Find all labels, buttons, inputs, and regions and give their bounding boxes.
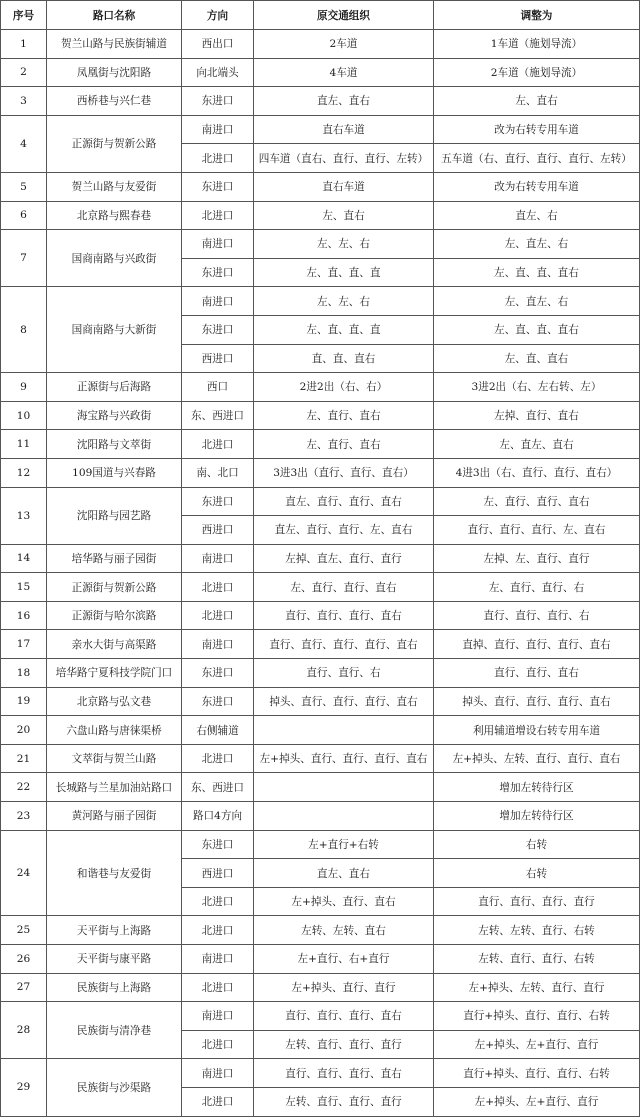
original-cell: 4车道 xyxy=(254,58,434,87)
direction-cell: 南进口 xyxy=(182,115,254,144)
direction-cell: 南进口 xyxy=(182,1059,254,1088)
original-cell: 直右车道 xyxy=(254,115,434,144)
intersection-name: 北京路与熙春巷 xyxy=(47,201,182,230)
adjusted-cell: 直行、直行、直右 xyxy=(434,659,640,688)
direction-cell: 北进口 xyxy=(182,887,254,916)
original-cell: 直行、直行、直行、直右 xyxy=(254,601,434,630)
adjusted-cell: 左、直、直、直右 xyxy=(434,315,640,344)
table-row xyxy=(1,487,640,516)
intersection-name: 黄河路与丽子园街 xyxy=(47,802,182,831)
adjusted-cell: 五车道（右、直行、直行、直行、左转） xyxy=(434,144,640,173)
adjusted-cell: 利用辅道增设右转专用车道 xyxy=(434,716,640,745)
direction-cell: 右侧辅道 xyxy=(182,716,254,745)
intersection-name: 沈阳路与文萃街 xyxy=(47,430,182,459)
row-number: 2 xyxy=(1,58,47,87)
adjusted-cell: 右转 xyxy=(434,830,640,859)
header-name: 路口名称 xyxy=(47,1,182,30)
original-cell: 直左、直右 xyxy=(254,87,434,116)
direction-cell: 北进口 xyxy=(182,973,254,1002)
original-cell: 左、直行、直行、直右 xyxy=(254,573,434,602)
adjusted-cell: 左、直左、右 xyxy=(434,287,640,316)
original-cell: 3进3出（直行、直行、直右） xyxy=(254,458,434,487)
direction-cell: 南、北口 xyxy=(182,458,254,487)
table-row xyxy=(1,630,640,659)
direction-cell: 南进口 xyxy=(182,544,254,573)
direction-cell: 东、西进口 xyxy=(182,401,254,430)
intersection-name: 贺兰山路与民族街辅道 xyxy=(47,30,182,59)
intersection-name: 和谐巷与友爱街 xyxy=(47,830,182,916)
table-row xyxy=(1,401,640,430)
adjusted-cell: 左+掉头、左+直行、直行 xyxy=(434,1087,640,1116)
table-row xyxy=(1,916,640,945)
intersection-name: 文萃街与贺兰山路 xyxy=(47,744,182,773)
row-number: 27 xyxy=(1,973,47,1002)
adjusted-cell: 直掉、直行、直行、直行、直右 xyxy=(434,630,640,659)
header-adjusted: 调整为 xyxy=(434,1,640,30)
adjusted-cell: 3进2出（右、左右转、左） xyxy=(434,373,640,402)
direction-cell: 北进口 xyxy=(182,1087,254,1116)
intersection-name: 北京路与弘文巷 xyxy=(47,687,182,716)
row-number: 25 xyxy=(1,916,47,945)
row-number: 21 xyxy=(1,744,47,773)
adjusted-cell: 左+掉头、左转、直行、直行 xyxy=(434,973,640,1002)
table-row xyxy=(1,744,640,773)
intersection-name: 109国道与兴春路 xyxy=(47,458,182,487)
original-cell: 左+掉头、直行、直右 xyxy=(254,887,434,916)
table-row xyxy=(1,230,640,259)
intersection-name: 六盘山路与唐徕渠桥 xyxy=(47,716,182,745)
direction-cell: 南进口 xyxy=(182,630,254,659)
row-number: 12 xyxy=(1,458,47,487)
adjusted-cell: 4进3出（右、直行、直行、直右） xyxy=(434,458,640,487)
table-row xyxy=(1,802,640,831)
original-cell: 直行、直行、直行、直行、直右 xyxy=(254,630,434,659)
original-cell: 2进2出（右、右） xyxy=(254,373,434,402)
direction-cell: 北进口 xyxy=(182,201,254,230)
direction-cell: 西出口 xyxy=(182,30,254,59)
adjusted-cell: 左、直、直右 xyxy=(434,344,640,373)
adjusted-cell: 1车道（施划导流） xyxy=(434,30,640,59)
row-number: 3 xyxy=(1,87,47,116)
row-number: 1 xyxy=(1,30,47,59)
original-cell: 左、直行、直右 xyxy=(254,401,434,430)
adjusted-cell: 增加左转待行区 xyxy=(434,773,640,802)
original-cell: 左、左、右 xyxy=(254,287,434,316)
original-cell: 直左、直行、直行、直右 xyxy=(254,487,434,516)
direction-cell: 西进口 xyxy=(182,859,254,888)
intersection-name: 天平街与康平路 xyxy=(47,945,182,974)
table-row xyxy=(1,716,640,745)
table-row xyxy=(1,573,640,602)
original-cell: 直行、直行、右 xyxy=(254,659,434,688)
original-cell: 直左、直行、直行、左、直右 xyxy=(254,516,434,545)
adjusted-cell: 直行+掉头、直行、直行、右转 xyxy=(434,1059,640,1088)
original-cell: 四车道（直右、直行、直行、左转） xyxy=(254,144,434,173)
adjusted-cell: 2车道（施划导流） xyxy=(434,58,640,87)
original-cell: 左转、直行、直行、直行 xyxy=(254,1030,434,1059)
original-cell: 直左、直右 xyxy=(254,859,434,888)
direction-cell: 南进口 xyxy=(182,230,254,259)
row-number: 24 xyxy=(1,830,47,916)
original-cell: 直右车道 xyxy=(254,172,434,201)
row-number: 8 xyxy=(1,287,47,373)
direction-cell: 南进口 xyxy=(182,1002,254,1031)
table-row xyxy=(1,172,640,201)
adjusted-cell: 改为右转专用车道 xyxy=(434,172,640,201)
adjusted-cell: 左、直左、右 xyxy=(434,230,640,259)
intersection-name: 正源街与贺新公路 xyxy=(47,115,182,172)
direction-cell: 北进口 xyxy=(182,1030,254,1059)
adjusted-cell: 左、直左、直右 xyxy=(434,430,640,459)
direction-cell: 北进口 xyxy=(182,744,254,773)
table-row xyxy=(1,30,640,59)
row-number: 9 xyxy=(1,373,47,402)
row-number: 11 xyxy=(1,430,47,459)
original-cell: 左掉、直左、直行、直行 xyxy=(254,544,434,573)
table-body xyxy=(1,30,640,1117)
intersection-name: 天平街与上海路 xyxy=(47,916,182,945)
direction-cell: 东进口 xyxy=(182,315,254,344)
direction-cell: 南进口 xyxy=(182,945,254,974)
intersection-name: 正源街与后海路 xyxy=(47,373,182,402)
intersection-name: 国商南路与兴政街 xyxy=(47,230,182,287)
header-original: 原交通组织 xyxy=(254,1,434,30)
direction-cell: 北进口 xyxy=(182,573,254,602)
original-cell: 左、直行、直右 xyxy=(254,430,434,459)
table-row xyxy=(1,87,640,116)
original-cell: 左、直右 xyxy=(254,201,434,230)
adjusted-cell: 直左、右 xyxy=(434,201,640,230)
adjusted-cell: 左、直、直、直右 xyxy=(434,258,640,287)
table-row xyxy=(1,1002,640,1031)
intersection-name: 正源街与贺新公路 xyxy=(47,573,182,602)
header-no: 序号 xyxy=(1,1,47,30)
adjusted-cell: 左掉、直行、直右 xyxy=(434,401,640,430)
direction-cell: 路口4方向 xyxy=(182,802,254,831)
original-cell: 左+直行、右+直行 xyxy=(254,945,434,974)
adjusted-cell: 左转、直行、直行、右转 xyxy=(434,945,640,974)
table-row xyxy=(1,601,640,630)
row-number: 13 xyxy=(1,487,47,544)
intersection-name: 贺兰山路与友爱街 xyxy=(47,172,182,201)
direction-cell: 西口 xyxy=(182,373,254,402)
original-cell: 左+掉头、直行、直行 xyxy=(254,973,434,1002)
table-row xyxy=(1,58,640,87)
table-row xyxy=(1,430,640,459)
table-row xyxy=(1,773,640,802)
original-cell: 左转、左转、直右 xyxy=(254,916,434,945)
direction-cell: 东进口 xyxy=(182,659,254,688)
table-row xyxy=(1,830,640,859)
direction-cell: 北进口 xyxy=(182,144,254,173)
adjusted-cell: 增加左转待行区 xyxy=(434,802,640,831)
original-cell: 左+直行+右转 xyxy=(254,830,434,859)
original-cell: 左、直、直、直 xyxy=(254,315,434,344)
direction-cell: 西进口 xyxy=(182,344,254,373)
adjusted-cell: 左掉、左、直行、直行 xyxy=(434,544,640,573)
intersection-name: 凤凰街与沈阳路 xyxy=(47,58,182,87)
direction-cell: 东进口 xyxy=(182,258,254,287)
table-row xyxy=(1,201,640,230)
table-row xyxy=(1,945,640,974)
row-number: 6 xyxy=(1,201,47,230)
intersection-name: 民族街与沙渠路 xyxy=(47,1059,182,1116)
table-row xyxy=(1,659,640,688)
adjusted-cell: 左、直行、直行、直右 xyxy=(434,487,640,516)
table-row xyxy=(1,115,640,144)
row-number: 19 xyxy=(1,687,47,716)
intersection-name: 海宝路与兴政街 xyxy=(47,401,182,430)
table-row xyxy=(1,458,640,487)
direction-cell: 南进口 xyxy=(182,287,254,316)
adjusted-cell: 直行+掉头、直行、直行、右转 xyxy=(434,1002,640,1031)
direction-cell: 向北端头 xyxy=(182,58,254,87)
original-cell: 2车道 xyxy=(254,30,434,59)
row-number: 20 xyxy=(1,716,47,745)
adjusted-cell: 左、直右 xyxy=(434,87,640,116)
direction-cell: 北进口 xyxy=(182,430,254,459)
adjusted-cell: 直行、直行、直行、左、直右 xyxy=(434,516,640,545)
row-number: 5 xyxy=(1,172,47,201)
row-number: 17 xyxy=(1,630,47,659)
direction-cell: 北进口 xyxy=(182,601,254,630)
adjusted-cell: 直行、直行、直行、右 xyxy=(434,601,640,630)
intersection-name: 国商南路与大新街 xyxy=(47,287,182,373)
original-cell: 掉头、直行、直行、直行、直右 xyxy=(254,687,434,716)
row-number: 16 xyxy=(1,601,47,630)
original-cell xyxy=(254,802,434,831)
row-number: 29 xyxy=(1,1059,47,1116)
adjusted-cell: 直行、直行、直行、直行 xyxy=(434,887,640,916)
direction-cell: 东进口 xyxy=(182,172,254,201)
direction-cell: 东进口 xyxy=(182,487,254,516)
original-cell: 直行、直行、直行、直右 xyxy=(254,1002,434,1031)
original-cell: 左+掉头、直行、直行、直行、直右 xyxy=(254,744,434,773)
intersection-name: 培华路与丽子园街 xyxy=(47,544,182,573)
row-number: 4 xyxy=(1,115,47,172)
direction-cell: 东、西进口 xyxy=(182,773,254,802)
adjusted-cell: 掉头、直行、直行、直行、直右 xyxy=(434,687,640,716)
intersection-name: 沈阳路与园艺路 xyxy=(47,487,182,544)
direction-cell: 东进口 xyxy=(182,830,254,859)
intersection-name: 正源街与哈尔滨路 xyxy=(47,601,182,630)
intersection-name: 西桥巷与兴仁巷 xyxy=(47,87,182,116)
original-cell xyxy=(254,716,434,745)
intersection-name: 民族街与上海路 xyxy=(47,973,182,1002)
adjusted-cell: 改为右转专用车道 xyxy=(434,115,640,144)
header-row xyxy=(1,1,640,30)
direction-cell: 北进口 xyxy=(182,916,254,945)
intersection-name: 长城路与兰星加油站路口 xyxy=(47,773,182,802)
intersection-name: 亲水大街与高渠路 xyxy=(47,630,182,659)
original-cell xyxy=(254,773,434,802)
adjusted-cell: 左+掉头、左+直行、直行 xyxy=(434,1030,640,1059)
table-row xyxy=(1,973,640,1002)
original-cell: 左、直、直、直 xyxy=(254,258,434,287)
row-number: 18 xyxy=(1,659,47,688)
original-cell: 直行、直行、直行、直右 xyxy=(254,1059,434,1088)
adjusted-cell: 左、直行、直行、右 xyxy=(434,573,640,602)
row-number: 28 xyxy=(1,1002,47,1059)
row-number: 15 xyxy=(1,573,47,602)
original-cell: 左、左、右 xyxy=(254,230,434,259)
adjusted-cell: 右转 xyxy=(434,859,640,888)
direction-cell: 东进口 xyxy=(182,87,254,116)
direction-cell: 东进口 xyxy=(182,687,254,716)
adjusted-cell: 左转、左转、直行、右转 xyxy=(434,916,640,945)
table-row xyxy=(1,687,640,716)
row-number: 22 xyxy=(1,773,47,802)
original-cell: 左转、直行、直行、直行 xyxy=(254,1087,434,1116)
intersection-name: 民族街与清净巷 xyxy=(47,1002,182,1059)
intersection-name: 培华路宁夏科技学院门口 xyxy=(47,659,182,688)
table-row xyxy=(1,287,640,316)
row-number: 26 xyxy=(1,945,47,974)
row-number: 10 xyxy=(1,401,47,430)
table-row xyxy=(1,544,640,573)
adjusted-cell: 左+掉头、左转、直行、直行、直右 xyxy=(434,744,640,773)
row-number: 23 xyxy=(1,802,47,831)
row-number: 14 xyxy=(1,544,47,573)
direction-cell: 西进口 xyxy=(182,516,254,545)
original-cell: 直、直、直右 xyxy=(254,344,434,373)
row-number: 7 xyxy=(1,230,47,287)
table-row xyxy=(1,1059,640,1088)
table-row xyxy=(1,373,640,402)
header-direction: 方向 xyxy=(182,1,254,30)
